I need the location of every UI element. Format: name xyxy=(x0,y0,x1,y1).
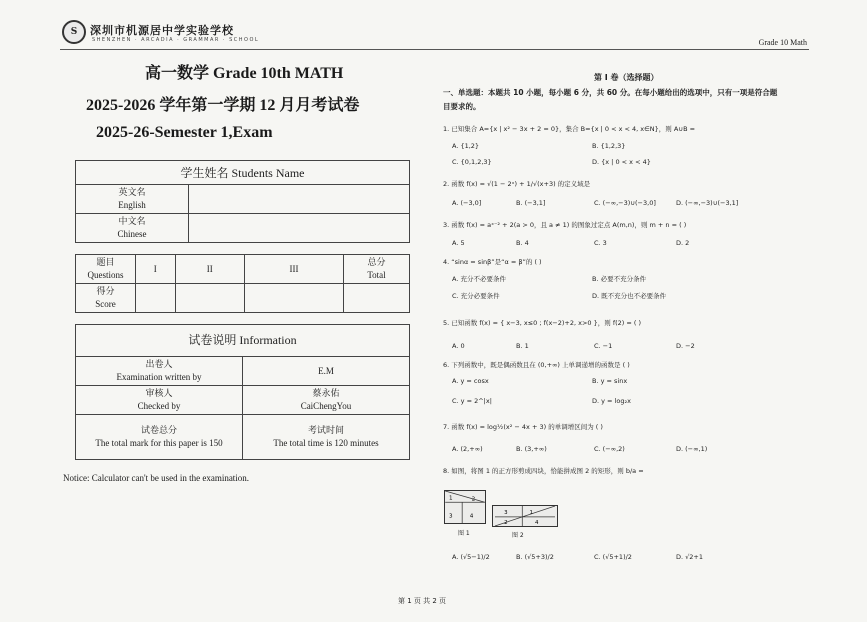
english-label-en: English xyxy=(118,200,146,210)
question-8-option-a[interactable]: A. (√5−1)/2 xyxy=(452,553,490,561)
score-cell-ii[interactable] xyxy=(175,284,244,313)
question-5-option-a[interactable]: A. 0 xyxy=(452,342,465,350)
question-8-stem: 8. 如图，将图 1 的正方形剪成四块，恰能拼成图 2 的矩形，则 b/a = xyxy=(443,467,644,475)
total-time-cell xyxy=(243,415,410,460)
information-header: 试卷说明 Information xyxy=(76,325,410,357)
school-logo-icon: S xyxy=(62,20,86,44)
total-header-en: Total xyxy=(367,270,386,280)
question-5-option-c[interactable]: C. −1 xyxy=(594,342,613,350)
chinese-label-cn: 中文名 xyxy=(118,216,146,226)
english-label-cn: 英文名 xyxy=(118,187,146,197)
question-3-stem: 3. 函数 f(x) = aˣ⁻² + 2(a > 0，且 a ≠ 1) 的图象过定点 A(m,n)，则 m + n = ( ) xyxy=(443,221,687,229)
figure-1-label: 图 1 xyxy=(458,530,470,537)
question-7-option-c[interactable]: C. (−∞,2) xyxy=(594,445,625,453)
score-label-en: Score xyxy=(95,299,116,309)
svg-text:3: 3 xyxy=(449,513,453,520)
svg-text:2: 2 xyxy=(471,496,476,503)
checked-by-value xyxy=(243,386,410,415)
checked-by-value-cn: 蔡永佑 xyxy=(312,388,340,398)
score-cell-i[interactable] xyxy=(136,284,176,313)
english-name-field[interactable] xyxy=(189,185,410,214)
question-4-option-c[interactable]: C. 充分必要条件 xyxy=(452,292,500,300)
checked-by-cn: 审核人 xyxy=(145,388,173,398)
written-by-cn: 出卷人 xyxy=(145,359,173,369)
question-4-option-d[interactable]: D. 既不充分也不必要条件 xyxy=(592,292,667,300)
total-header xyxy=(344,255,410,284)
score-label-cn: 得分 xyxy=(96,286,115,296)
question-1-option-a[interactable]: A. {1,2} xyxy=(452,142,480,150)
grade-tag: Grade 10 Math xyxy=(758,38,807,47)
section-iii-header: III xyxy=(244,255,343,284)
questions-header-cn: 题目 xyxy=(96,257,115,267)
title-line-3: 2025-26-Semester 1,Exam xyxy=(96,124,273,141)
question-8-option-d[interactable]: D. √2+1 xyxy=(676,553,703,561)
question-3-option-d[interactable]: D. 2 xyxy=(676,239,690,247)
question-8-option-c[interactable]: C. (√5+1)/2 xyxy=(594,553,632,561)
question-6-stem: 6. 下列函数中，既是偶函数且在 (0,+∞) 上单调递增的函数是 ( ) xyxy=(443,361,630,369)
score-cell-iii[interactable] xyxy=(244,284,343,313)
question-2-option-b[interactable]: B. (−3,1] xyxy=(516,199,546,207)
chinese-label-en: Chinese xyxy=(117,229,147,239)
question-5-option-d[interactable]: D. −2 xyxy=(676,342,695,350)
question-5-stem: 5. 已知函数 f(x) = { x−3, x≤0 ; f(x−2)+2, x>0 }，则 f(2) = ( ) xyxy=(443,319,642,327)
questions-header xyxy=(76,255,136,284)
total-mark-cn: 试卷总分 xyxy=(140,425,177,435)
school-name-en: SHENZHEN · ARCADIA · GRAMMAR · SCHOOL xyxy=(92,37,260,43)
question-1-option-d[interactable]: D. {x | 0 < x < 4} xyxy=(592,158,651,166)
figure-2-label: 图 2 xyxy=(512,532,524,539)
checked-by-value-en: CaiChengYou xyxy=(300,401,352,411)
written-by-label xyxy=(76,357,243,386)
chinese-name-field[interactable] xyxy=(189,214,410,243)
question-7-option-b[interactable]: B. (3,+∞) xyxy=(516,445,547,453)
question-3-option-a[interactable]: A. 5 xyxy=(452,239,465,247)
question-7-option-a[interactable]: A. (2,+∞) xyxy=(452,445,483,453)
question-2-stem: 2. 函数 f(x) = √(1 − 2ˣ) + 1/√(x+3) 的定义域是 xyxy=(443,180,591,188)
question-6-option-a[interactable]: A. y = cosx xyxy=(452,377,489,385)
total-mark-en: The total mark for this paper is 150 xyxy=(95,438,223,448)
svg-text:1: 1 xyxy=(529,510,534,517)
question-6-option-c[interactable]: C. y = 2^|x| xyxy=(452,397,492,405)
english-name-label xyxy=(76,185,189,214)
questions-header-en: Questions xyxy=(87,270,124,280)
svg-text:3: 3 xyxy=(504,510,508,517)
total-time-en: The total time is 120 minutes xyxy=(273,438,379,448)
checked-by-label xyxy=(76,386,243,415)
figure-2-rectangle-diagram xyxy=(492,505,558,527)
written-by-en: Examination written by xyxy=(116,372,202,382)
question-6-option-d[interactable]: D. y = log₂x xyxy=(592,397,631,405)
part-one-title: 第 I 卷（选择题） xyxy=(594,73,659,82)
question-1-option-b[interactable]: B. {1,2,3} xyxy=(592,142,626,150)
score-row-label xyxy=(76,284,136,313)
total-mark-cell xyxy=(76,415,243,460)
question-4-option-a[interactable]: A. 充分不必要条件 xyxy=(452,275,506,283)
header-divider xyxy=(60,49,809,50)
svg-text:2: 2 xyxy=(504,520,508,527)
svg-text:1: 1 xyxy=(449,495,453,502)
school-name-cn: 深圳市机源居中学实验学校 xyxy=(90,24,234,37)
question-2-option-a[interactable]: A. (−3,0] xyxy=(452,199,482,207)
question-2-option-d[interactable]: D. (−∞,−3)∪(−3,1] xyxy=(676,199,739,207)
question-1-option-c[interactable]: C. {0,1,2,3} xyxy=(452,158,492,166)
chinese-name-label xyxy=(76,214,189,243)
total-header-cn: 总分 xyxy=(367,257,386,267)
section-ii-header: II xyxy=(175,255,244,284)
section-intro-line-2: 目要求的。 xyxy=(443,102,481,111)
question-2-option-c[interactable]: C. (−∞,−3)∪(−3,0] xyxy=(594,199,656,207)
score-cell-total[interactable] xyxy=(344,284,410,313)
total-time-cn: 考试时间 xyxy=(307,425,344,435)
title-line-1: 高一数学 Grade 10th MATH xyxy=(145,65,344,82)
figure-1-square-diagram xyxy=(444,490,486,524)
section-i-header: I xyxy=(136,255,176,284)
score-table xyxy=(75,254,410,313)
svg-text:4: 4 xyxy=(535,520,539,527)
title-line-2: 2025-2026 学年第一学期 12 月月考试卷 xyxy=(86,97,360,114)
students-table-header: 学生姓名 Students Name xyxy=(76,161,410,185)
question-7-option-d[interactable]: D. (−∞,1) xyxy=(676,445,708,453)
information-table xyxy=(75,324,410,460)
calculator-notice: Notice: Calculator can't be used in the examination. xyxy=(63,473,250,483)
page-number-footer: 第 1 页 共 2 页 xyxy=(398,597,447,605)
question-3-option-c[interactable]: C. 3 xyxy=(594,239,607,247)
students-name-table xyxy=(75,160,410,243)
question-5-option-b[interactable]: B. 1 xyxy=(516,342,529,350)
section-intro-line-1: 一、单选题：本题共 10 小题，每小题 6 分，共 60 分。在每小题给出的选项中，只有一项是符合题 xyxy=(443,88,778,97)
checked-by-en: Checked by xyxy=(137,401,181,411)
question-3-option-b[interactable]: B. 4 xyxy=(516,239,529,247)
question-6-option-b[interactable]: B. y = sinx xyxy=(592,377,628,385)
question-8-option-b[interactable]: B. (√5+3)/2 xyxy=(516,553,554,561)
written-by-value: E.M xyxy=(243,357,410,386)
question-7-stem: 7. 函数 f(x) = log½(x² − 4x + 3) 的单调增区间为 ( ) xyxy=(443,423,603,431)
svg-text:4: 4 xyxy=(469,513,474,520)
question-4-option-b[interactable]: B. 必要不充分条件 xyxy=(592,275,647,283)
question-1-stem: 1. 已知集合 A={x | x² − 3x + 2 = 0}，集合 B={x | 0 < x < 4, x∈N}，则 A∪B = xyxy=(443,125,696,133)
question-4-stem: 4. “sinα = sinβ”是“α = β”的 ( ) xyxy=(443,258,542,266)
